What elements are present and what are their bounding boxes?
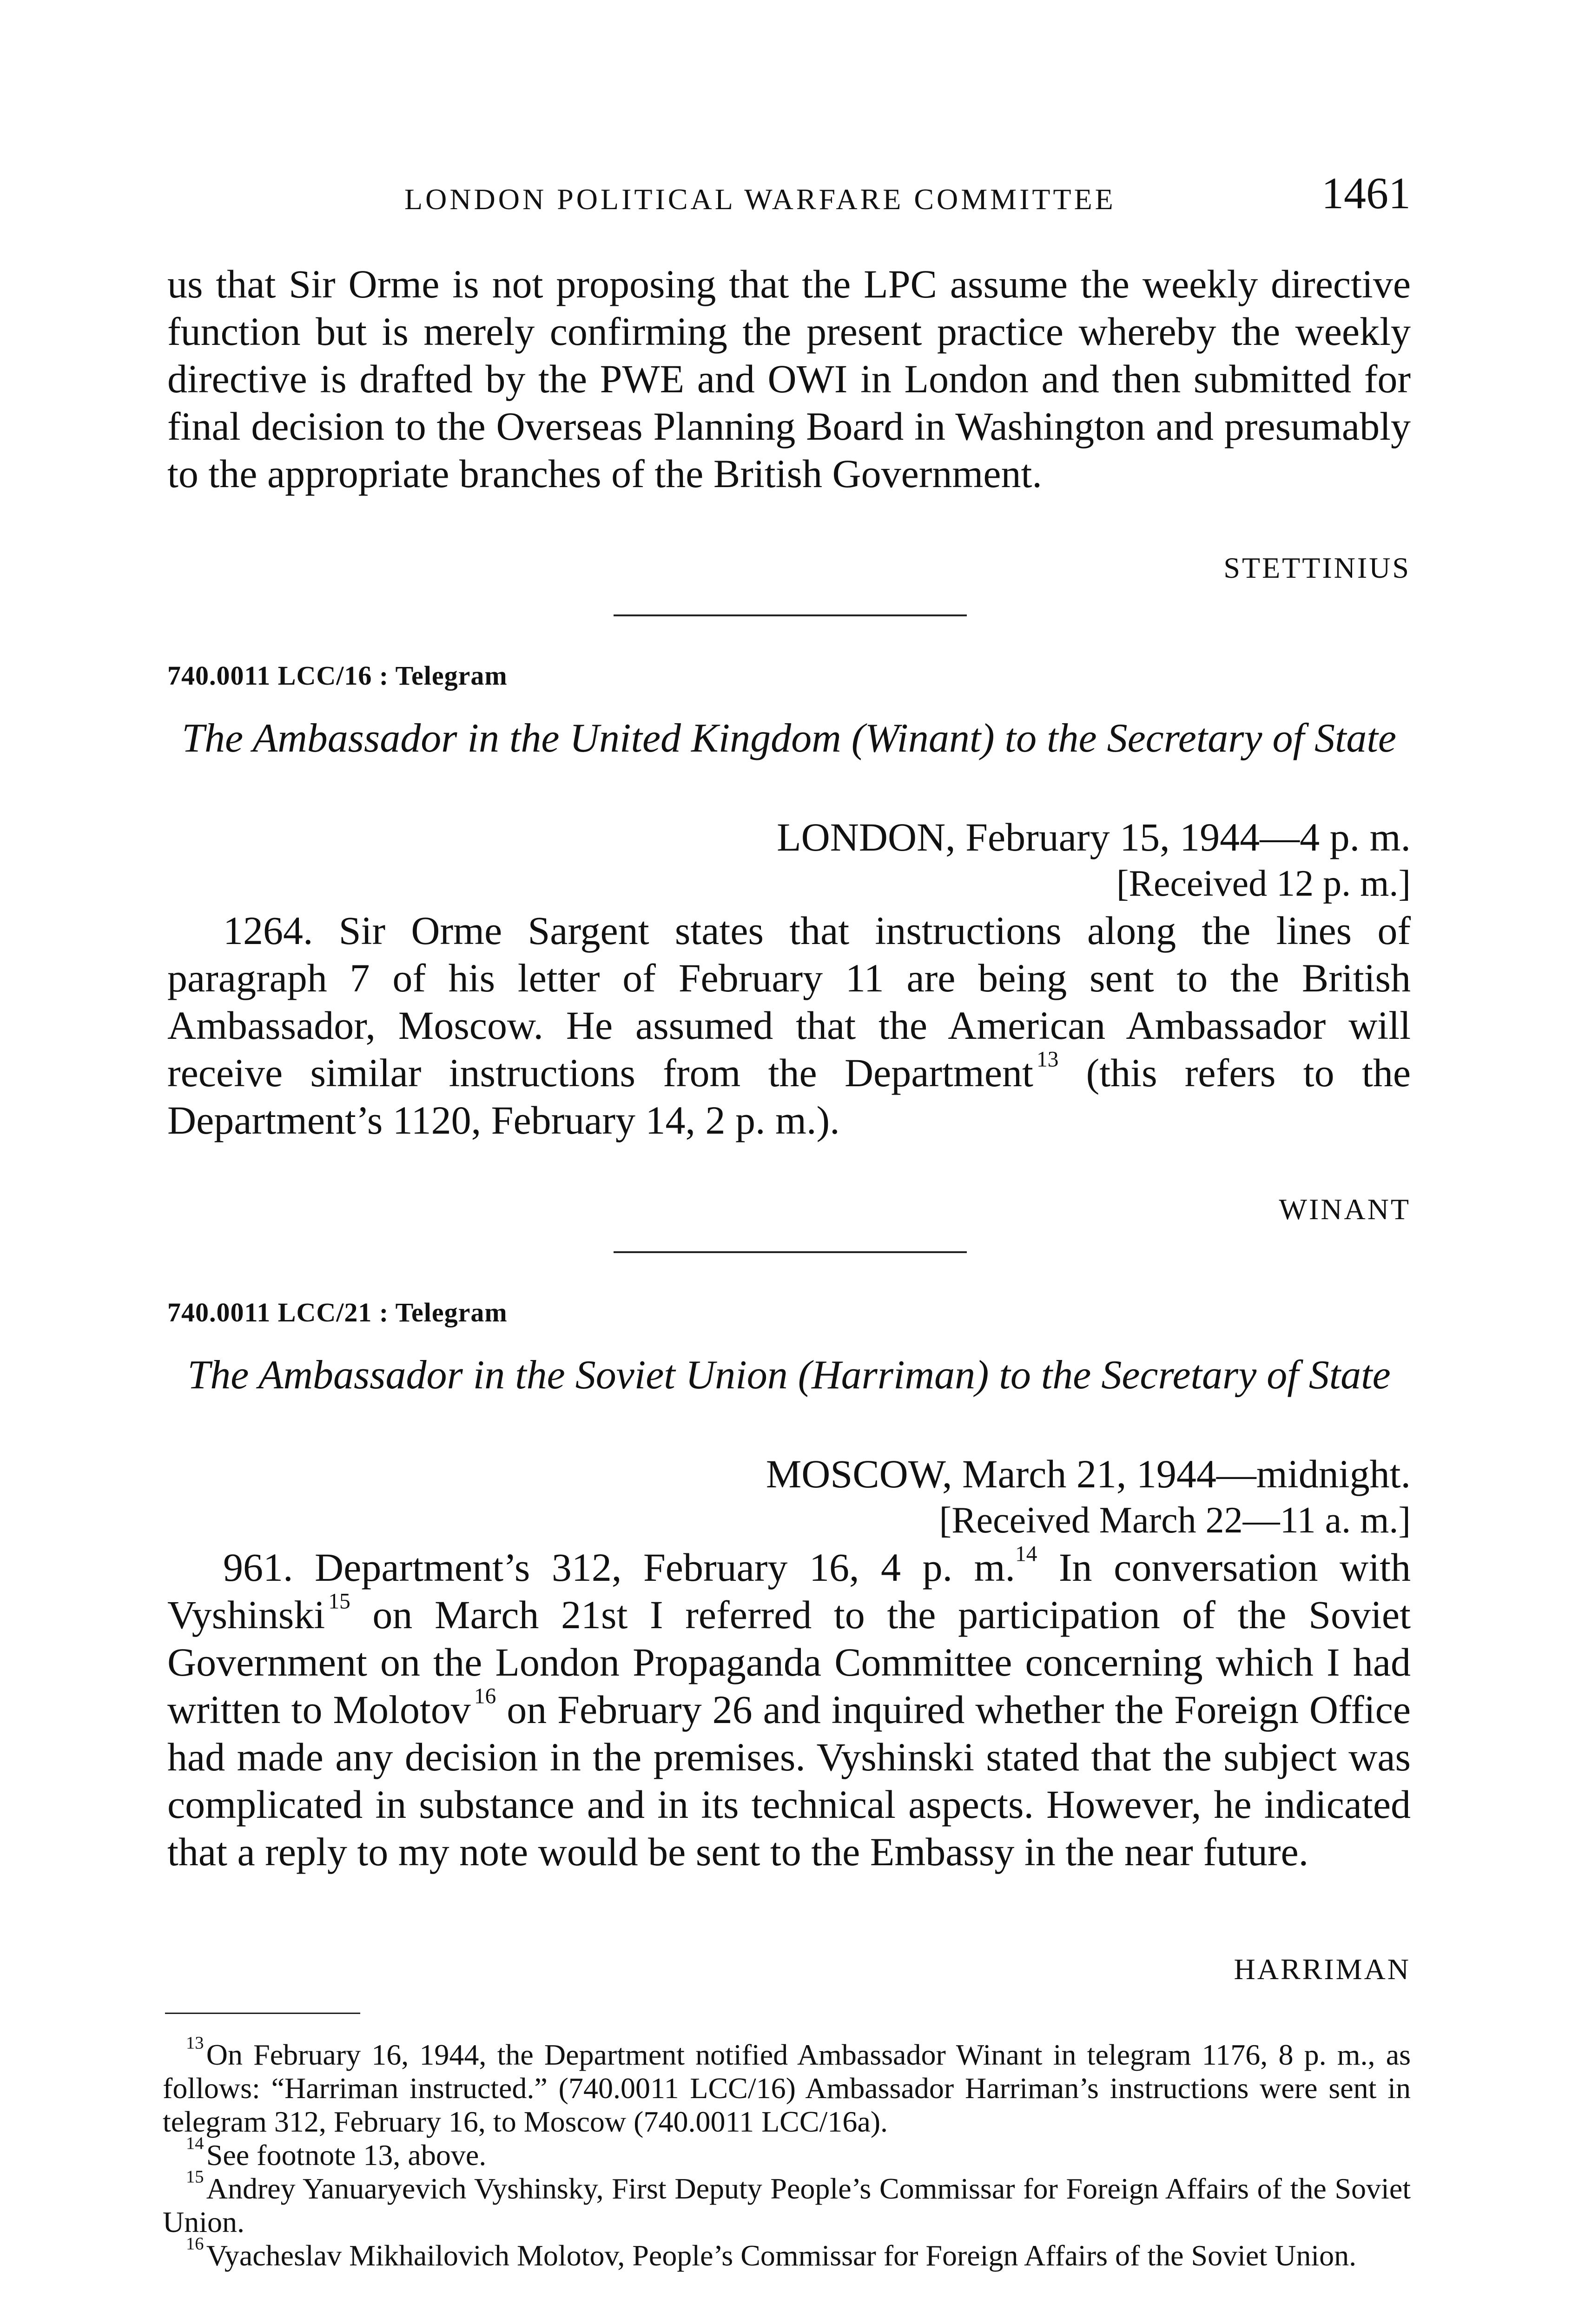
received-note: [Received 12 p. m.] <box>1116 863 1411 904</box>
footnote-ref-14: 14 <box>1015 1542 1037 1566</box>
section-divider <box>614 614 967 616</box>
received-note: [Received March 22—11 a. m.] <box>939 1500 1411 1541</box>
footnote-14: $^{14}$ See footnote 13, above. <box>186 2133 487 2172</box>
document-title: The Ambassador in the Soviet Union (Harriman) to the Secretary of State <box>187 1353 1391 1398</box>
signature-stettinius: STETTINIUS <box>1223 551 1411 584</box>
telegram-body: 961. Department’s 312, February 16, 4 p. m.$^{14}$ In conversation with Vyshinski $^{15}$ on March 21st I referred to the participation of the Soviet Government on the London Propaganda Committee concerning which I had written to Molotov $^{16}$ on February 26 and inquired whether the Foreign Office had made any decision in the premises. Vyshinski stated that the subject was complicated in substance and in its technical aspects. However, he indicated that a reply to my note would be sent to the Embassy in the near future. <box>167 1542 1411 1874</box>
telegram-body: 1264. Sir Orme Sargent states that instructions along the lines of paragraph 7 of his letter of February 11 are being sent to the British Ambassador, Moscow. He assumed that the American Ambassador will receive similar instructions from the Department $^{13}$ (this refers to the Department’s 1120, February 14, 2 p. m.). <box>167 908 1411 1142</box>
continuation-paragraph: us that Sir Orme is not proposing that the LPC assume the weekly directive function but is merely confirming the present practice whereby the weekly directive is drafted by the PWE and OWI in London and then submitted for final decision to the Overseas Planning Board in Washington and presumably to the appropriate branches of the British Government. <box>167 262 1411 496</box>
running-title: LONDON POLITICAL WARFARE COMMITTEE <box>404 183 1116 216</box>
signature-winant: WINANT <box>1279 1193 1411 1226</box>
footnote-ref-15: 15 <box>328 1589 350 1614</box>
continuation-section <box>167 260 1411 497</box>
signature-harriman: HARRIMAN <box>1234 1953 1411 1986</box>
page-header <box>167 167 1411 223</box>
telegram-harriman <box>167 1297 1411 1875</box>
dateline: MOSCOW, March 21, 1944—midnight. <box>766 1452 1411 1496</box>
section-divider <box>614 1251 967 1253</box>
footnotes <box>163 2033 1411 2272</box>
telegram-winant <box>167 660 1411 1144</box>
document-title: The Ambassador in the United Kingdom (Winant) to the Secretary of State <box>182 716 1396 761</box>
footnote-ref-13: 13 <box>1037 1047 1059 1072</box>
page-number: 1461 <box>1321 168 1411 218</box>
file-reference: 740.0011 LCC/16 : Telegram <box>167 660 508 691</box>
file-reference: 740.0011 LCC/21 : Telegram <box>167 1297 508 1327</box>
footnote-15: $^{15}$ Andrey Yanuaryevich Vyshinsky, First Deputy People’s Commissar for Foreign Affairs of the Soviet Union. <box>163 2167 1411 2238</box>
footnote-separator <box>165 2013 360 2014</box>
footnote-13: $^{13}$ On February 16, 1944, the Department notified Ambassador Winant in telegram 1176, 8 p. m., as follows: “Harriman instructed.” (740.0011 LCC/16) Ambassador Harriman’s instructions were sent in telegram 312, February 16, to Moscow (740.0011 LCC/16a). <box>163 2033 1411 2138</box>
footnote-16: $^{16}$ Vyacheslav Mikhailovich Molotov, People’s Commissar for Foreign Affairs of the Soviet Union. <box>186 2234 1357 2272</box>
footnote-ref-16: 16 <box>474 1684 496 1709</box>
dateline: LONDON, February 15, 1944—4 p. m. <box>777 815 1411 859</box>
